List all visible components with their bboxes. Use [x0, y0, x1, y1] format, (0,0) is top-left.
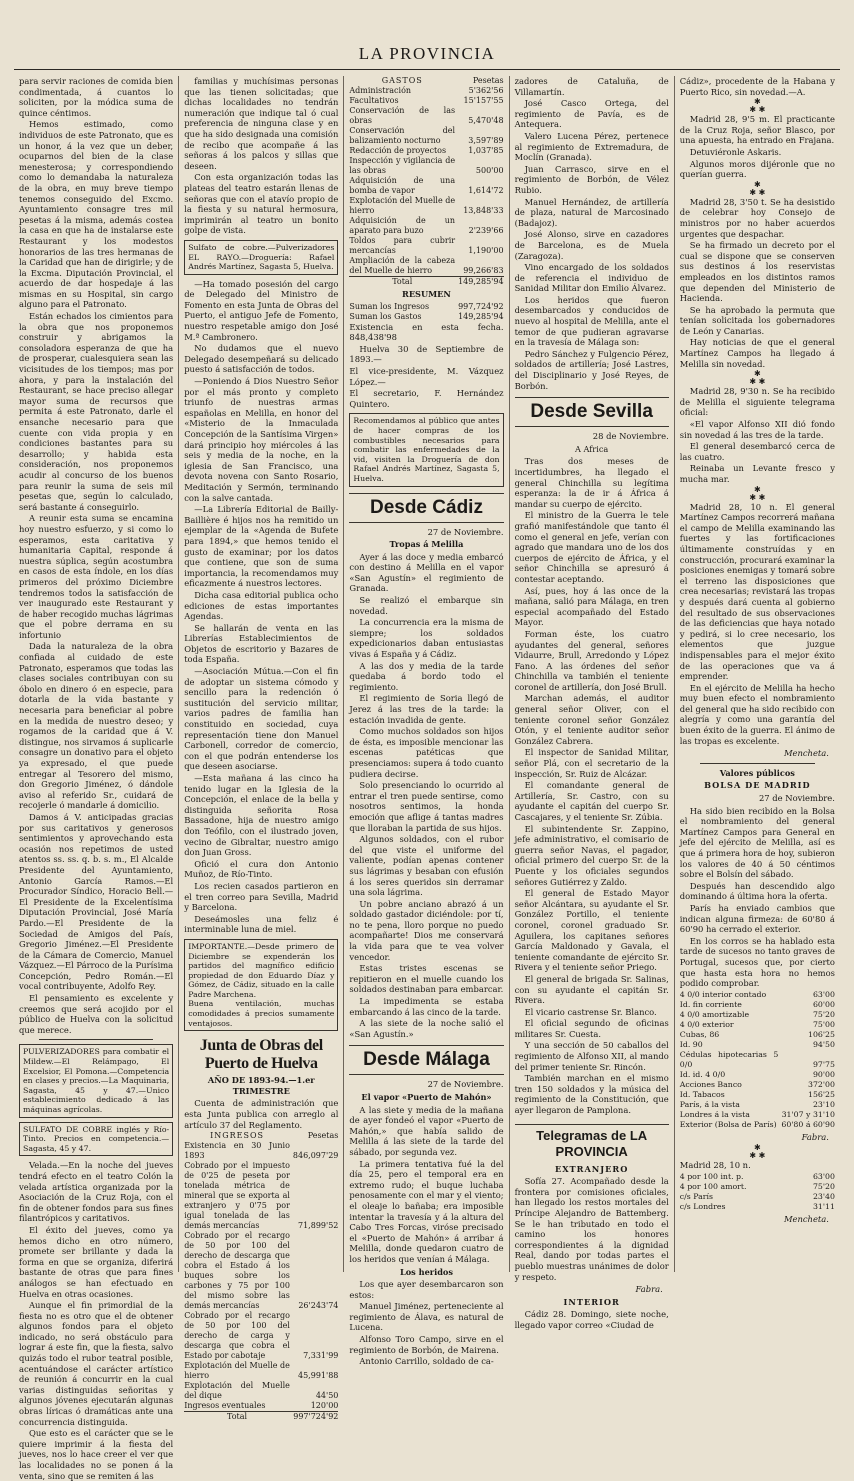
- table-row: [349, 236, 503, 256]
- paragraph: El comandante general de Artillería, Sr. Castro, con su ayudante el capitán del cuerpo Sr. Cascajares, y el teniente Sr. Zúbia.: [514, 780, 669, 822]
- row-label: Id. id. 4 0/0: [679, 1069, 726, 1079]
- section-subheading: AÑO DE 1893-94.—1.er TRIMESTRE: [207, 1075, 315, 1096]
- row-value: 71,899'52: [298, 1221, 339, 1231]
- ad-text: IMPORTANTE.—Desde primero de Diciembre se expenderán los partidos del magnífico edificio propiedad de don Eduardo Díaz y Gómez, de Cádiz, situado en la calle Padre Marchena.: [188, 941, 335, 999]
- market-table: [680, 990, 835, 1130]
- paragraph: A las dos y media de la tarde quedaba á bordo todo el regimiento.: [349, 660, 504, 692]
- paragraph: Algunos soldados, con el rubor del que viste el uniforme del valiente, podían apenas contener sus lágrimas y besaban con efusión á los seres queridos sin derramar una sola lágrima.: [349, 834, 504, 898]
- table-row: [680, 1090, 835, 1100]
- paragraph: —La Librería Editorial de Bailly-Baillière é hijos nos ha remitido un ejemplar de la «Agenda de Bufete para 1894,» que hemos tenido el gusto de examinar; por los datos que contiene, que son de suma importancia, la recomendamos muy eficazmente á nuestros lectores.: [184, 504, 339, 589]
- table-row: [680, 1080, 835, 1090]
- table-row: [184, 1231, 338, 1311]
- section-heading: Telegramas de LA PROVINCIA: [515, 1124, 669, 1160]
- row-label: Cédulas hipotecarias 5 0/0: [679, 1049, 779, 1069]
- row-label: Suman los Ingresos: [349, 301, 430, 311]
- paragraph: Aunque el fin primordial de la fiesta no es otro que el de obtener algunos fondos para el objeto indicado, no será obstáculo para lograr á este fin, que la fiesta, salvo quizás todo el rubor teatral posible, acentuándose el carácter artístico de reunión á concurrir en la cual varias distinguidas señoritas y algunos jóvenes ejecutarán algunas obras líricas ó dramáticas ante una concurrencia distinguida.: [19, 1300, 174, 1427]
- section-subheading: A Africa: [574, 443, 609, 454]
- paragraph: para servir raciones de comida bien condimentada, á cuantos lo soliciten, por la módica suma de quince céntimos.: [19, 76, 174, 118]
- table-row: [184, 1361, 338, 1381]
- divider: [700, 763, 815, 764]
- market-table: [680, 1172, 835, 1212]
- paragraph: Algunos moros dijéronle que no querían guerra.: [679, 158, 835, 180]
- paragraph: Dicha casa editorial publica ocho ediciones de estas importantes Agendas.: [184, 589, 339, 622]
- row-label: Cubas, 86: [679, 1029, 720, 1039]
- table-row: [680, 1120, 835, 1130]
- paragraph: —Poniendo á Dios Nuestro Señor por el más pronto y completo triunfo de nuestras armas españolas en Melilla, en honor del «Misterio de la Inmaculada Concepción de la Santísima Virgen» dará principio hoy miércoles á las seis y media de la noche, en la iglesia de San Francisco, una devota novena con Santo Rosario, Meditación y Sermón, terminando con la salve cantada.: [184, 376, 339, 503]
- table-heading-unit: Pesetas: [472, 76, 504, 85]
- row-label: Explotación del Muelle de hierro: [184, 1361, 290, 1381]
- paragraph: Madrid 28, 10 n. El general Martínez Campos recorrerá mañana el campo de Melilla examinando las fuertes y las fortificaciones últimamente construídas y en construcción, procurará examinar la posiciones enemigas y tomará sobre el terreno las disposiciones que crea necesarias; revistará las tropas y después dará cuenta al gobierno del resultado de sus observaciones de las deficiencias que haya notado y pedirá, si lo cree necesario, los elementos que juzgue indispensables para el mejor éxito de las operaciones que va á emprender.: [679, 501, 835, 682]
- section-subheading: EXTRANJERO: [554, 1163, 629, 1174]
- row-label: Id. Tabacos: [679, 1089, 725, 1099]
- row-value: 1,614'72: [468, 186, 504, 195]
- paragraph: Pedro Sánchez y Fulgencio Pérez, soldados de artillería; José Lastres, del Disciplinario y José Reyes, de Borbón.: [514, 348, 669, 391]
- paragraph: El vicario castrense Sr. Blanco.: [524, 1006, 657, 1017]
- table-row: [349, 156, 503, 176]
- resumen-table: [349, 302, 503, 322]
- signature-line: El secretario, F. Hernández Quintero.: [349, 388, 504, 409]
- table-row: [184, 1141, 338, 1161]
- paragraph: Sofía 27. Acompañado desde la frontera por comisiones oficiales, han llegado los restos mortales del Príncipe Alejandro de Battemberg. Se le han tributado en todo el camino los honores correspondientes á la dignidad Real, dando por todas partes el pueblo muestras unánimes de dolor y respeto.: [514, 1176, 669, 1282]
- paragraph: Se realizó el embarque sin novedad.: [349, 595, 504, 616]
- signature-line: Huelva 30 de Septiembre de 1893.—: [349, 343, 504, 365]
- paragraph: No dudamos que el nuevo Delegado desempeñará su delicado puesto á satisfacción de todos.: [184, 343, 339, 375]
- total-value: 997'724'92: [293, 1412, 339, 1422]
- row-value: 45,991'88: [298, 1371, 339, 1381]
- row-value: 997,724'92: [458, 301, 504, 311]
- table-row: [184, 1161, 338, 1231]
- paragraph: Después han descendido algo dominando á última hora la oferta.: [679, 880, 835, 902]
- row-value: 31'11: [812, 1201, 835, 1211]
- row-value: 44'50: [315, 1391, 339, 1401]
- row-value: 846,097'29: [292, 1151, 339, 1161]
- row-label: Cobrado por el impuesto de 0'25 de peseta por tonelada métrica de mineral que se exporta al extranjero y 0'75 por igual tonelada de las demás mercancías: [184, 1161, 290, 1231]
- row-label: Redacción de proyectos: [349, 146, 447, 155]
- table-row: [349, 86, 503, 96]
- column-1: [14, 76, 179, 1481]
- table-row: [680, 1110, 835, 1120]
- gastos-table: [349, 76, 503, 287]
- row-label: Suman los Gastos: [349, 311, 422, 321]
- row-label: Administración: [349, 86, 412, 95]
- paragraph: Solo presenciando lo ocurrido al entrar el tren puede sentirse, como nosotros sentimos, la honda emoción que aflige á tantas madres que lloraban la partida de sus hijos.: [349, 780, 504, 833]
- table-row: [349, 302, 503, 312]
- paragraph: Los que ayer desembarcaron son estos:: [349, 1279, 504, 1300]
- paragraph: Forman éste, los cuatro ayudantes del general, señores Vidaurre, Brull, Arredondo y López Fano. A las órdenes del señor Chinchilla va también el teniente coronel de artillería, don José Brull.: [514, 628, 669, 692]
- paragraph: Y una sección de 50 caballos del regimiento de Alfonso XII, al mando del primer teniente Sr. Rincón.: [514, 1040, 669, 1072]
- row-label: 4 0/0 interior contado: [679, 989, 767, 999]
- paragraph: El regimiento de Soria llegó de Jerez á las tres de la tarde: la estación invadida de gente.: [349, 693, 504, 725]
- dateline: 27 de Noviembre.: [427, 526, 504, 537]
- row-label: 4 0/0 amortizable: [679, 1009, 750, 1019]
- row-value: 23'10: [812, 1099, 835, 1109]
- signature: Mencheta.: [783, 748, 829, 759]
- row-value: 94'50: [812, 1039, 835, 1049]
- resumen-heading: RESUMEN: [402, 289, 451, 299]
- advertisement: Recomendamos al público que antes de hacer compras de los combustibles necesarios para combatir las enfermedades de la vid, visiten la Droguería de don Rafael Andrés Martínez, Sagasta 5, Huelva.: [349, 413, 503, 486]
- dateline: 28 de Noviembre.: [592, 431, 669, 442]
- signature-line: El vice-presidente, M. Vázquez López.—: [349, 365, 504, 387]
- section-heading: Desde Cádiz: [349, 493, 503, 523]
- table-row: [680, 1020, 835, 1030]
- paragraph: El oficial segundo de oficinas militares Sr. Cuesta.: [514, 1018, 669, 1039]
- section-heading: Desde Sevilla: [515, 397, 669, 427]
- row-value: 26'243'74: [298, 1301, 339, 1311]
- row-label: 4 0/0 exterior: [679, 1019, 734, 1029]
- divider: [39, 1039, 153, 1040]
- paragraph: Hay noticias de que el general Martínez Campos ha llegado á Melilla sin novedad.: [679, 337, 835, 369]
- row-value: 75'20: [812, 1009, 835, 1019]
- total-label: Total: [392, 277, 413, 286]
- section-subheading: Los heridos: [399, 1266, 453, 1277]
- advertisement: SULFATO DE COBRE inglés y Río-Tinto. Precios en competencia.—Sagasta, 45 y 47.: [19, 1122, 173, 1157]
- paragraph: También marchan en el mismo tren 150 soldados y la música del regimiento de la Constitución, que ayer llegaron de Pamplona.: [514, 1073, 669, 1116]
- table-row: [349, 126, 503, 146]
- paragraph: Velada.—En la noche del jueves tendrá efecto en el teatro Colón la velada artística organizada por la Asociación de la Cruz Roja, con el fin de obtener fondos para sus fines filantrópicos y caritativos.: [19, 1160, 174, 1224]
- row-value: 60'80 á 60'90: [781, 1119, 835, 1129]
- row-value: 5,470'48: [468, 116, 504, 125]
- paragraph: Detuviéronle Askaris.: [689, 146, 782, 157]
- table-row: [680, 1070, 835, 1080]
- table-row: [680, 1202, 835, 1212]
- row-value: 2'239'66: [468, 226, 504, 235]
- section-separator-stars: ✱ ✱ ✱: [749, 1143, 766, 1161]
- column-2: [179, 76, 344, 1422]
- dateline: 27 de Noviembre.: [427, 1079, 504, 1090]
- table-row: [184, 1401, 338, 1412]
- row-value: 15'157'55: [463, 96, 504, 105]
- paragraph: Madrid 28, 3'50 t. Se ha desistido de celebrar hoy Consejo de ministros por no haber acuerdos urgentes que despachar.: [679, 196, 835, 239]
- table-row: [680, 1192, 835, 1202]
- paragraph: Madrid 28, 9'5 m. El practicante de la Cruz Roja, señor Blasco, por una apuesta, ha entrado en Frajana.: [679, 114, 835, 146]
- paragraph: El general de Estado Mayor señor Alcántara, su ayudante el Sr. González Portillo, el teniente coronel, coronel graduado Sr. Aguilera, los capitanes señores García Maldonado y Gavala, el teniente comandante de ejército Sr. Rivera y el teniente señor Priego.: [514, 888, 669, 973]
- section-separator-stars: ✱ ✱ ✱: [749, 369, 766, 387]
- row-value: 156'25: [807, 1089, 835, 1099]
- table-row: [680, 990, 835, 1000]
- paragraph: —Esta mañana á las cinco ha tenido lugar en la Iglesia de la Concepción, el enlace de la bella y distinguida señorita Rosa Bassadone, hija de nuestro amigo don Teófilo, con el ilustrado joven, vecino de Gibraltar, nuestro amigo don Juan Gross.: [184, 773, 339, 858]
- signature: Fabra.: [801, 1131, 829, 1142]
- paragraph: Se hallarán de venta en las Librerías Establecimientos de Objetos de escritorio y Bazares de toda España.: [184, 622, 339, 665]
- row-label: c/s Londres: [679, 1201, 726, 1211]
- column-5: [675, 76, 840, 1272]
- section-separator-stars: ✱ ✱ ✱: [749, 97, 766, 115]
- paragraph: El general desembarcó cerca de las cuatro.: [679, 441, 835, 462]
- row-label: Conservación de las obras: [349, 106, 456, 125]
- row-value: 500'00: [475, 166, 504, 175]
- row-label: Explotación del Muelle de hierro: [349, 196, 456, 215]
- table-heading-unit: Pesetas: [307, 1131, 339, 1141]
- table-row: [349, 256, 503, 277]
- table-row: [680, 1182, 835, 1192]
- paragraph: Se ha firmado un decreto por el cual se dispone que se conserven sus destinos á los reservistas empleados en los distintos ramos que dependen del Ministerio de Hacienda.: [679, 240, 835, 304]
- table-row: [349, 176, 503, 196]
- row-value: 63'00: [812, 1171, 835, 1181]
- paragraph: Ayer á las doce y media embarcó con destino á Melilla en el vapor «San Agustín» el regimiento de Granada.: [349, 551, 504, 594]
- row-value: 3,597'89: [468, 136, 504, 145]
- row-value: 1,037'85: [468, 146, 504, 155]
- paragraph: José Casco Ortega, del regimiento de Pavía, es de Antequera.: [514, 98, 669, 130]
- paragraph: Ofició el cura don Antonio Muñoz, de Río-Tinto.: [184, 858, 339, 880]
- row-value: 75'00: [812, 1019, 835, 1029]
- table-row: [184, 1381, 338, 1401]
- section-subheading: Tropas á Melilla: [389, 539, 464, 550]
- table-row: [184, 1311, 338, 1361]
- paragraph: —Asociación Mútua.—Con el fin de adoptar un sistema cómodo y sencillo para la redención ó sustitución del servicio militar, varios padres de familia han constituido en sociedad, cuya representación tiene don Manuel Carbonell, corredor de comercio, con el que podrán entenderse los que deseen asociarse.: [184, 666, 339, 772]
- row-label: 4 por 100 int. p.: [679, 1171, 744, 1181]
- row-label: Ingresos eventuales: [184, 1401, 266, 1411]
- paragraph: —Ha tomado posesión del cargo de Delegado del Ministro de Fomento en esta Junta de Obras del Puerto, el antiguo Jefe de Fomento, nuestro respetable amigo don José M.ª Cambronero.: [184, 278, 339, 342]
- paragraph: El general de brigada Sr. Salinas, con su ayudante el capitán Sr. Rivera.: [514, 973, 669, 1006]
- paragraph: El pensamiento es excelente y creemos que será acojido por el público de Huelva con la solicitud que merece.: [19, 993, 174, 1035]
- columns: [14, 76, 840, 1481]
- table-row: [680, 1050, 835, 1070]
- paragraph: El inspector de Sanidad Militar, señor Plá, con el secretario de la inspección, Sr. Ruiz de Alcázar.: [514, 747, 669, 779]
- row-label: Id. fin corriente: [679, 999, 742, 1009]
- paragraph: Se ha aprobado la permuta que tenían solicitada los gobernadores de León y Canarias.: [679, 304, 835, 336]
- table-row: [680, 1172, 835, 1182]
- table-row: [680, 1040, 835, 1050]
- row-value: 13,848'33: [463, 206, 504, 215]
- table-row: [349, 146, 503, 156]
- masthead-title: LA PROVINCIA: [358, 44, 496, 63]
- signature: Fabra.: [635, 1284, 663, 1295]
- paragraph: Tras dos meses de incertidumbres, ha llegado el general Chinchilla su legítima esperanza: la de ir á África á mandar su cuerpo de ejército.: [514, 456, 669, 509]
- section-heading: Junta de Obras del Puerto de Huelva: [199, 1037, 323, 1073]
- row-label: Facultativos: [349, 96, 399, 105]
- row-value: 23'40: [812, 1191, 835, 1201]
- row-label: Id. 90: [679, 1039, 703, 1049]
- section-subheading: INTERIOR: [563, 1296, 620, 1307]
- signature: Mencheta.: [783, 1213, 829, 1224]
- table-row: [349, 106, 503, 126]
- paragraph: La impedimenta se estaba embarcando á las cinco de la tarde.: [349, 996, 504, 1017]
- advertisement: [184, 939, 338, 1031]
- table-heading: INGRESOS: [210, 1131, 265, 1141]
- dateline: 27 de Noviembre.: [758, 793, 835, 804]
- column-4: [510, 76, 675, 1330]
- paragraph: Con esta organización todas las plateas del teatro estarán llenas de señoras que con el atavío propio de la fiesta y su natural hermosura, imprimirán al teatro un bonito golpe de vista.: [184, 172, 339, 236]
- table-row: [349, 196, 503, 216]
- paragraph: Marchan además, el auditor general señor Oliver, con el teniente coronel señor González Otón, y el teniente auditor señor González Cabrera.: [514, 693, 669, 746]
- paragraph: Valero Lucena Pérez, pertenece al regimiento de Extremadura, de Moclín (Granada).: [514, 130, 669, 163]
- table-row: [349, 216, 503, 236]
- ad-text: Buena ventilación, muchas comodidades á precios sumamente ventajosos.: [188, 999, 335, 1028]
- paragraph: Ha sido bien recibido en la Bolsa el nombramiento del general Martínez Campos para General en jefe del ejército de Melilla, así es que á primera hora de hoy, subieron los valores de 40 á 50 céntimos sobre el Bolsín del sábado.: [679, 805, 835, 880]
- paragraph: Madrid 28, 9'30 n. Se ha recibido de Melilla el siguiente telegrama oficial:: [679, 386, 835, 418]
- row-value: 5'362'56: [468, 86, 504, 95]
- row-label: Explotación del Muelle del dique: [184, 1381, 290, 1401]
- paragraph: Están echados los cimientos para la obra que nos proponemos construir y abrigamos la consoladora esperanza de que ha de prosperar, cualesquiera sean las vicisitudes de los tiempos; mas por ahora, y para la instalación del Restaurant, se hace preciso allegar mayor suma de recursos que permita á este Patronato, darle el ensanche necesario para que cuente con vida propia y en condiciones bastantes para su desarrollo; y habida esta consideración, nos proponemos acudir al concurso de los buenos para reunir la suma de seis mil pesetas que, según lo calculado, será bastante á conseguirlo.: [19, 311, 174, 512]
- paragraph: Antonio Carrillo, soldado de ca-: [359, 1356, 494, 1367]
- row-label: Acciones Banco: [679, 1079, 742, 1089]
- paragraph: Que esto es el carácter que se le quiere imprimir á la fiesta del jueves, nos lo hace creer el ver que las localidades no se ponen á la venta, sino que se remiten á las: [19, 1428, 174, 1481]
- paragraph: Los heridos que fueron desembarcados y conducidos de nuevo al hospital de Melilla, ante el temor de que pudieran agravarse en la travesía de Málaga son:: [514, 294, 669, 348]
- row-value: 90'00: [812, 1069, 835, 1079]
- row-value: 99,266'83: [463, 266, 504, 275]
- paragraph: A reunir esta suma se encamina hoy nuestro esfuerzo, y si como lo esperamos, esta caritativa y humanitaria Capital, responde á nuestra súplica, según acostumbra en casos de esta índole, en los días primeros del próximo Diciembre tendremos todos la satisfacción de ver inaugurado este Restaurant y de haber recogido muchas lágrimas que el pobre derrama en su infortunio: [19, 513, 174, 640]
- paragraph: Un pobre anciano abrazó á un soldado gastador diciéndole: por tí, no te pena, lloro porque no puedo acompañarte! Dios me conservará la vida para que te vea volver vencedor.: [349, 898, 504, 962]
- row-value: 75'20: [812, 1181, 835, 1191]
- paragraph: A las siete de la noche salió el «San Agustín.»: [349, 1018, 504, 1039]
- advertisement: PULVERIZADORES para combatir el Mildew.—El Relámpago, El Excelsior, El Pomona.—Competencia en clases y precios.—La Maquinaria, Sagasta, 45 y 47.—Unico establecimiento dedicado á las máquinas agrícolas.: [19, 1044, 173, 1117]
- paragraph: Cádiz 28. Domingo, siete noche, llegado vapor correo «Ciudad de: [514, 1309, 669, 1330]
- paragraph: El ministro de la Guerra le tele grafió manifestándole que tanto él como el general en jefe, verían con agrado que mandara uno de los dos cuerpos de ejército de África, y el señor Chinchilla se apresuró á contestar aceptando.: [514, 510, 669, 584]
- row-value: 60'00: [812, 999, 835, 1009]
- existencia: Existencia en esta fecha. 848,438'98: [349, 321, 504, 343]
- row-value: 31'07 y 31'10: [781, 1109, 835, 1119]
- paragraph: Manuel Hernández, de artillería de plaza, natural de Marcosinado (Badajoz).: [514, 196, 669, 228]
- row-value: 1,190'00: [468, 246, 504, 255]
- row-label: Adquisición de una bomba de vapor: [349, 176, 456, 195]
- row-value: 149,285'94: [458, 311, 504, 321]
- paragraph: Alfonso Toro Campo, sirve en el regimiento de Borbón, de Mairena.: [349, 1334, 504, 1355]
- section-subheading: El vapor «Puerto de Mahón»: [361, 1092, 492, 1102]
- row-label: Cobrado por el recargo de 50 por 100 del derecho de descarga que cobra el Estado á los buques sobre los carbones y 75 por 100 del mismo sobre las demás mercancías: [184, 1231, 290, 1311]
- row-value: 120'00: [310, 1401, 339, 1411]
- dateline: Madrid 28, 10 n.: [679, 1160, 751, 1171]
- section-separator-stars: ✱ ✱ ✱: [749, 484, 766, 502]
- section-subheading: BOLSA DE MADRID: [704, 780, 811, 791]
- paragraph: Los recien casados partieron en el tren correo para Sevilla, Madrid y Barcelona.: [184, 880, 339, 913]
- masthead: [14, 40, 840, 70]
- table-row: [680, 1000, 835, 1010]
- paragraph: París ha enviado cambios que indican alguna firmeza: de 60'80 á 60'90 ha cerrado el exterior.: [679, 902, 835, 935]
- paragraph: Deseámosles una feliz é interminable luna de miel.: [184, 913, 339, 935]
- row-label: Ampliación de la cabeza del Muelle de hierro: [349, 256, 456, 275]
- paragraph: En los corros se ha hablado esta tarde de sucesos no tanto graves de Portugal, sucesos que, por cierto que hasta esta hora no hemos podido comprobar.: [679, 935, 835, 989]
- section-separator-stars: ✱ ✱ ✱: [749, 179, 766, 197]
- table-row: [680, 1030, 835, 1040]
- total-label: Total: [227, 1412, 248, 1422]
- paragraph: Así, pues, hoy á las once de la mañana, salió para Málaga, en tren especial acompañado del Estado Mayor.: [514, 585, 669, 628]
- row-label: Cobrado por el recargo de 50 por 100 del derecho de carga y descarga que cobra el Estado por cabotaje: [184, 1311, 290, 1361]
- paragraph: Manuel Jiménez, perteneciente al regimiento de Álava, es natural de Lucena.: [349, 1301, 504, 1333]
- table-row: [349, 312, 503, 322]
- row-value: 106'25: [807, 1029, 835, 1039]
- row-label: Inspección y vigilancia de las obras: [349, 156, 456, 175]
- paragraph: familias y muchísimas personas que las tienen solicitadas; que dichas localidades no tendrán numeración que indique tal ó cual preferencia de ninguna clase y en que ha sido designada una comisión de recibo que acompañe á las señoras á los palcos y sillas que deseen.: [184, 76, 339, 171]
- row-value: 372'00: [807, 1079, 835, 1089]
- ingresos-table: [184, 1131, 338, 1422]
- row-value: 7,331'99: [303, 1351, 339, 1361]
- paragraph: El subintendente Sr. Zappino, jefe administrativo, el comisario de guerra señor Navas, el pagador, oficial primero del cuerpo Sr. de la Puente y los oficiales segundos señores Gutiérrez y Zaldo.: [514, 823, 669, 887]
- section-heading: Desde Málaga: [349, 1045, 503, 1075]
- advertisement: Sulfato de cobre.—Pulverizadores EL RAYO.—Droguería: Rafael Andrés Martínez, Sagasta 5, Huelva.: [184, 240, 338, 275]
- row-label: París, á la vista: [679, 1099, 740, 1109]
- table-row: [349, 96, 503, 106]
- paragraph: A las siete y media de la mañana de ayer fondeó el vapor «Puerto de Mahón,» que había salido de Melilla á las siete de la tarde del sábado, por segunda vez.: [349, 1104, 504, 1157]
- paragraph: El éxito del jueves, como ya hemos dicho en otro número, promete ser brillante y dada la forma en que se organiza, diferirá bastante de otras que para fines análogos se han efectuado en Huelva en otras ocasiones.: [19, 1224, 174, 1299]
- column-3: [344, 76, 509, 1367]
- row-label: c/s París: [679, 1191, 713, 1201]
- paragraph: Cádiz», procedente de la Habana y Puerto Rico, sin novedad.—A.: [679, 76, 835, 97]
- paragraph: La concurrencia era la misma de siempre; los soldados expedicionarios daban entusiastas vivas á España y á Cádiz.: [349, 617, 504, 660]
- paragraph: Como muchos soldados son hijos de ésta, es imposible mencionar las escenas patéticas que presenciamos: supera á todo cuanto pudiera decirse.: [349, 726, 504, 779]
- paragraph: Dada la naturaleza de la obra confiada al cuidado de este Patronato, esperamos que todas las clases sociales contribuyan con su óbolo en dinero ó en especie, para dotarla de la vida bastante y necesaria para beneficiar al pobre en la medida de nuestro deseo; y rogamos de la caridad que á V. distingue, nos sirvamos á suplicarle consagre un donativo para el objeto ya expresado, el que puede entregar al Tesorero del mismo, don Gregorio Jiménez, ó dándole aviso al referido Sr., cuidará de recojerle ó mandarle á domicilio.: [19, 641, 174, 811]
- row-label: Londres á la vista: [679, 1109, 750, 1119]
- row-label: Exterior (Bolsa de París): [679, 1119, 777, 1129]
- paragraph: La primera tentativa fué la del día 25, pero el temporal era en extremo rudo; el buque luchaba penosamente con el mar y el viento; el oleaje lo bañaba; era imposible intentar la travesía y á la altura del Cabo Tres Forcas, viróse precisado el «Puerto de Mahón» á arribar á Melilla, donde quedaron cuatro de los heridos que venían á Málaga.: [349, 1158, 504, 1264]
- paragraph: José Alonso, sirve en cazadores de Barcelona, es de Muela (Zaragoza).: [514, 229, 669, 261]
- paragraph: «El vapor Alfonso XII dió fondo sin novedad á las tres de la tarde.: [679, 419, 835, 440]
- paragraph: Estas tristes escenas se repitieron en el muelle cuando los soldados destinaban para embarcar.: [349, 963, 504, 995]
- row-value: 97'75: [812, 1059, 835, 1069]
- paragraph: Juan Carrasco, sirve en el regimiento de Borbón, de Vélez Rubio.: [514, 163, 669, 195]
- paragraph: Damos á V. anticipadas gracias por sus caritativos y generosos sentimientos y aprovechando esta ocasión nos repetimos de usted atentos ss. ss. q. b. s. m., El Alcalde Presidente del Ayuntamiento, Antonio García Ramos.—El Procurador Síndico, Horacio Bell.—El Presidente de la Excelentísima Diputación Provincial, José María Pardo.—El Presidente de la Sociedad de Amigos del País, Gregorio Jiménez.—El Presidente de la Cámara de Comercio, Manuel Vázquez.—El Párroco de la Purísima Concepción, Pedro Román.—El vocal contribuyente, Adolfo Rey.: [19, 811, 174, 992]
- paragraph: Cuenta de administración que esta Junta publica con arreglo al artículo 37 del Reglamento.: [184, 1098, 339, 1130]
- row-value: 63'00: [812, 989, 835, 999]
- paragraph: En el ejército de Melilla ha hecho muy buen efecto el nombramiento del general que ha sido recibido con alegría y como una garantía del buen éxito de la guerra. El ánimo de las tropas es excelente.: [679, 682, 835, 746]
- row-label: Adquisición de un aparato para buzo: [349, 216, 456, 235]
- table-row: [680, 1100, 835, 1110]
- row-label: 4 por 100 amort.: [679, 1181, 747, 1191]
- table-heading: GASTOS: [381, 76, 423, 85]
- table-row: [680, 1010, 835, 1020]
- total-value: 149,285'94: [458, 277, 504, 286]
- row-label: Toldos para cubrir mercancías: [349, 236, 456, 255]
- row-label: Existencia en 30 Junio 1893: [184, 1141, 290, 1161]
- section-subheading: Valores públicos: [719, 767, 795, 778]
- row-label: Conservación del balizamiento nocturno: [349, 126, 456, 145]
- paragraph: zadores de Cataluña, de Villamartín.: [514, 76, 669, 97]
- paragraph: Reinaba un Levante fresco y mucha mar.: [679, 463, 835, 484]
- paragraph: Vino encargado de los soldados de referencia el individuo de Sanidad Militar don Emilio Álvarez.: [514, 262, 669, 294]
- paragraph: Hemos estimado, como individuos de este Patronato, que es un honor, á la vez que un deber, ocuparnos del bien de la clase menesterosa; y correspondiendo como lo demandaba la naturaleza de la obra, en muy breve tiempo tenemos conseguido del Excmo. Ayuntamiento consagre tres mil pesetas á la misma, además costea la casa en que ha de instalarse este Restaurant y los modestos honorarios de las tres hermanas de la Caridad que han de dirigirle; y de la Excma. Diputación Provincial, el acuerdo de dar hospedaje á las mismas en su Hospital, sin cargo alguno para el Patronato.: [19, 119, 174, 310]
